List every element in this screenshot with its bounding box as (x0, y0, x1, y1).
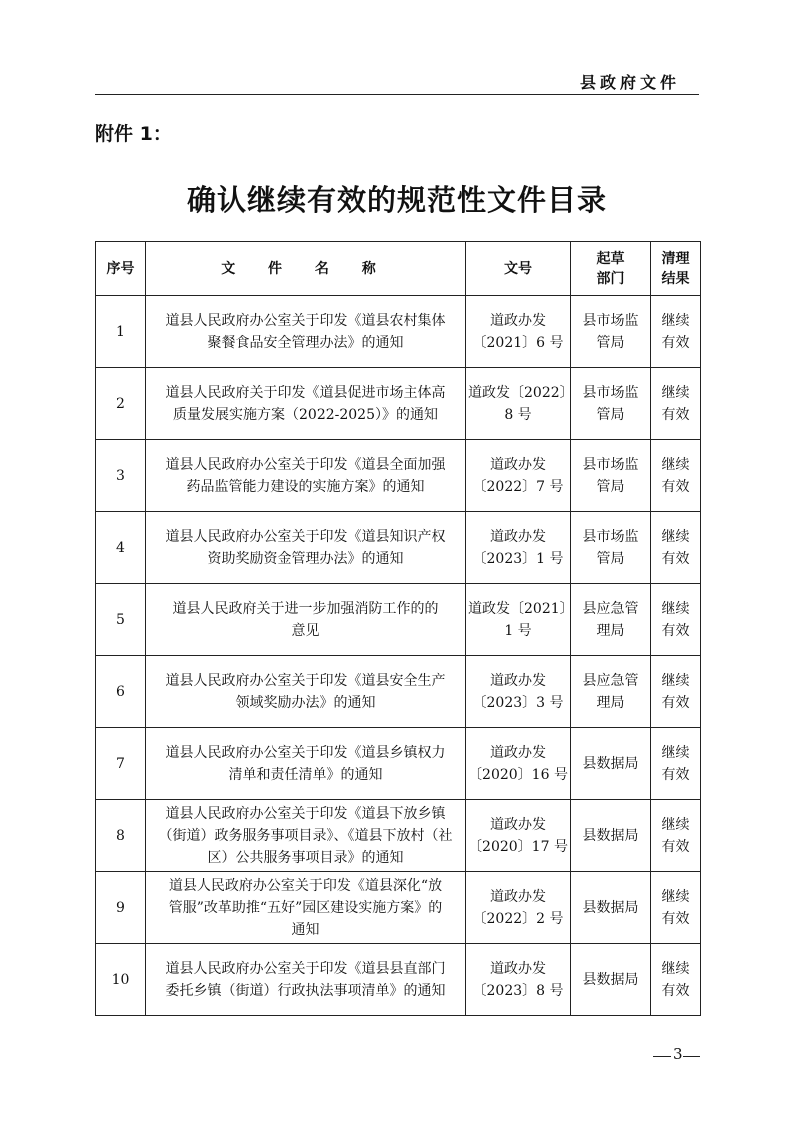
row-result-line: 有效 (661, 622, 690, 639)
row-result-line: 有效 (661, 478, 690, 495)
table-body (96, 296, 701, 1016)
row-name-line: 意见 (291, 622, 320, 639)
row-dept-line: 县数据局 (582, 755, 639, 772)
row-doc-no (466, 656, 571, 728)
attachment-label: 附件 1： (95, 123, 172, 145)
row-name-line: 聚餐食品安全管理办法》的通知 (207, 334, 404, 351)
row-result-line: 继续 (661, 672, 690, 689)
row-dept-line: 县市场监 (582, 384, 639, 401)
row-index: 9 (96, 872, 146, 944)
row-doc-line: 道政办发 (490, 528, 546, 545)
row-name-line: 道县人民政府办公室关于印发《道县全面加强 (165, 456, 446, 473)
row-dept (571, 800, 651, 872)
row-result-line: 有效 (661, 406, 690, 423)
row-result (651, 728, 701, 800)
row-index: 7 (96, 728, 146, 800)
row-doc-no (466, 584, 574, 656)
row-doc-line: 〔2020〕16 号 (468, 766, 568, 783)
row-name-line: 区）公共服务事项目录》的通知 (207, 849, 404, 866)
row-name-line: 道县人民政府办公室关于印发《道县县直部门 (165, 960, 446, 977)
row-doc-no (466, 728, 571, 800)
row-dept (571, 440, 651, 512)
row-doc-line: 〔2023〕8 号 (472, 982, 564, 999)
row-name-line: 道县人民政府办公室关于印发《道县农村集体 (165, 312, 446, 329)
row-dept-line: 县应急管 (582, 672, 639, 689)
row-result-line: 继续 (661, 960, 690, 977)
row-doc-no (466, 512, 571, 584)
row-doc-line: 道政发〔2022〕 (468, 384, 574, 401)
row-result-line: 继续 (661, 384, 690, 401)
row-name-line: 委托乡镇（街道）行政执法事项清单》的通知 (165, 982, 446, 999)
header-index: 序号 (96, 242, 146, 296)
row-doc-line: 〔2020〕17 号 (468, 838, 568, 855)
header-result-line2: 结果 (661, 270, 690, 287)
row-name (146, 656, 466, 728)
row-result (651, 368, 701, 440)
row-index: 5 (96, 584, 146, 656)
row-doc-line: 〔2023〕1 号 (472, 550, 564, 567)
table-row (96, 584, 701, 656)
row-doc-line: 〔2022〕2 号 (472, 910, 564, 927)
row-name (146, 368, 466, 440)
row-doc-line: 道政办发 (490, 312, 546, 329)
row-dept (571, 368, 651, 440)
row-name (146, 584, 466, 656)
row-result-line: 继续 (661, 744, 690, 761)
row-name-line: 道县人民政府关于印发《道县促进市场主体高 (165, 384, 446, 401)
row-result-line: 有效 (661, 838, 690, 855)
row-result-line: 有效 (661, 910, 690, 927)
row-name-line: 道县人民政府办公室关于印发《道县安全生产 (165, 672, 446, 689)
row-result-line: 继续 (661, 888, 690, 905)
row-doc-no (466, 440, 571, 512)
header-name (146, 242, 466, 296)
row-doc-line: 道政办发 (490, 672, 546, 689)
row-result-line: 有效 (661, 982, 690, 999)
table-row (96, 440, 701, 512)
table-row (96, 656, 701, 728)
row-doc-line: 1 号 (504, 622, 532, 639)
table-row (96, 944, 701, 1016)
row-index: 6 (96, 656, 146, 728)
row-result (651, 512, 701, 584)
row-name-line: （街道）政务服务事项目录》、《道县下放村（社 (158, 827, 453, 844)
table-row (96, 368, 701, 440)
row-name-line: 清单和责任清单》的通知 (228, 766, 383, 783)
row-name-line: 道县人民政府办公室关于印发《道县深化“放 (168, 877, 443, 894)
row-dept-line: 县市场监 (582, 456, 639, 473)
row-doc-line: 道政发〔2021〕 (468, 600, 574, 617)
row-dept (571, 512, 651, 584)
page-number-rule-left (653, 1056, 671, 1057)
row-dept-line: 管局 (596, 406, 625, 423)
row-index: 2 (96, 368, 146, 440)
row-result-line: 继续 (661, 456, 690, 473)
row-name-line: 质量发展实施方案（2022-2025）》的通知 (173, 406, 438, 423)
header-doc-no: 文号 (466, 242, 571, 296)
row-dept-line: 县市场监 (582, 312, 639, 329)
row-dept-line: 县数据局 (582, 827, 639, 844)
row-name (146, 872, 466, 944)
header-rule (95, 94, 699, 95)
row-result (651, 296, 701, 368)
row-result (651, 656, 701, 728)
row-name-line: 药品监管能力建设的实施方案》的通知 (186, 478, 425, 495)
row-result-line: 有效 (661, 550, 690, 567)
row-result (651, 800, 701, 872)
row-result-line: 有效 (661, 334, 690, 351)
row-result-line: 有效 (661, 766, 690, 783)
row-dept-line: 理局 (596, 694, 625, 711)
row-name (146, 800, 466, 872)
row-dept (571, 584, 651, 656)
row-doc-no (466, 872, 571, 944)
header-result (651, 242, 701, 296)
row-doc-line: 〔2022〕7 号 (472, 478, 564, 495)
row-dept-line: 管局 (596, 334, 625, 351)
row-doc-line: 8 号 (504, 406, 532, 423)
table-row (96, 728, 701, 800)
row-index: 3 (96, 440, 146, 512)
header-drafter-line1: 起草 (596, 250, 625, 267)
document-title: 确认继续有效的规范性文件目录 (186, 183, 607, 217)
row-doc-line: 道政办发 (490, 744, 546, 761)
row-index: 1 (96, 296, 146, 368)
row-name-line: 道县人民政府关于进一步加强消防工作的的 (172, 600, 439, 617)
row-result (651, 944, 701, 1016)
row-dept (571, 296, 651, 368)
table-header-row (96, 242, 701, 296)
row-name (146, 296, 466, 368)
row-doc-line: 道政办发 (490, 456, 546, 473)
row-name-line: 道县人民政府办公室关于印发《道县下放乡镇 (165, 805, 446, 822)
row-result-line: 继续 (661, 312, 690, 329)
row-doc-line: 〔2023〕3 号 (472, 694, 564, 711)
row-doc-line: 〔2021〕6 号 (472, 334, 564, 351)
header-result-line1: 清理 (661, 250, 690, 267)
row-name-line: 道县人民政府办公室关于印发《道县乡镇权力 (165, 744, 446, 761)
row-name-line: 通知 (291, 921, 320, 938)
row-name (146, 440, 466, 512)
row-dept-line: 管局 (596, 550, 625, 567)
row-doc-line: 道政办发 (490, 816, 546, 833)
running-header-title: 县政府文件 (579, 73, 680, 92)
row-name-line: 管服”改革助推“五好”园区建设实施方案》的 (168, 899, 443, 916)
row-doc-no (466, 296, 571, 368)
row-dept-line: 县数据局 (582, 971, 639, 988)
row-name (146, 728, 466, 800)
row-result-line: 继续 (661, 600, 690, 617)
header-drafter (571, 242, 651, 296)
row-name (146, 944, 466, 1016)
table-row (96, 800, 701, 872)
row-name-line: 资助奖励资金管理办法》的通知 (207, 550, 404, 567)
header-drafter-line2: 部门 (596, 270, 625, 287)
table-row (96, 296, 701, 368)
row-doc-line: 道政办发 (490, 888, 546, 905)
row-result-line: 继续 (661, 816, 690, 833)
row-dept-line: 县数据局 (582, 899, 639, 916)
row-result-line: 有效 (661, 694, 690, 711)
row-index: 4 (96, 512, 146, 584)
row-dept (571, 728, 651, 800)
row-doc-no (466, 368, 574, 440)
table-row (96, 872, 701, 944)
row-dept (571, 944, 651, 1016)
row-result-line: 继续 (661, 528, 690, 545)
row-result (651, 872, 701, 944)
page-number-rule-right (683, 1056, 700, 1057)
page-number: 3 (673, 1045, 683, 1063)
row-name (146, 512, 466, 584)
row-dept-line: 理局 (596, 622, 625, 639)
table-row (96, 512, 701, 584)
row-dept (571, 656, 651, 728)
row-index: 8 (96, 800, 146, 872)
row-dept-line: 县市场监 (582, 528, 639, 545)
row-index: 10 (96, 944, 146, 1016)
row-doc-no (466, 800, 571, 872)
row-dept-line: 管局 (596, 478, 625, 495)
row-result (651, 584, 701, 656)
row-result (651, 440, 701, 512)
header-name-text: 文 件 名 称 (221, 260, 390, 277)
row-name-line: 道县人民政府办公室关于印发《道县知识产权 (165, 528, 446, 545)
row-dept-line: 县应急管 (582, 600, 639, 617)
row-name-line: 领域奖励办法》的通知 (235, 694, 376, 711)
document-catalog-table (95, 241, 701, 1016)
row-doc-no (466, 944, 571, 1016)
row-dept (571, 872, 651, 944)
row-doc-line: 道政办发 (490, 960, 546, 977)
